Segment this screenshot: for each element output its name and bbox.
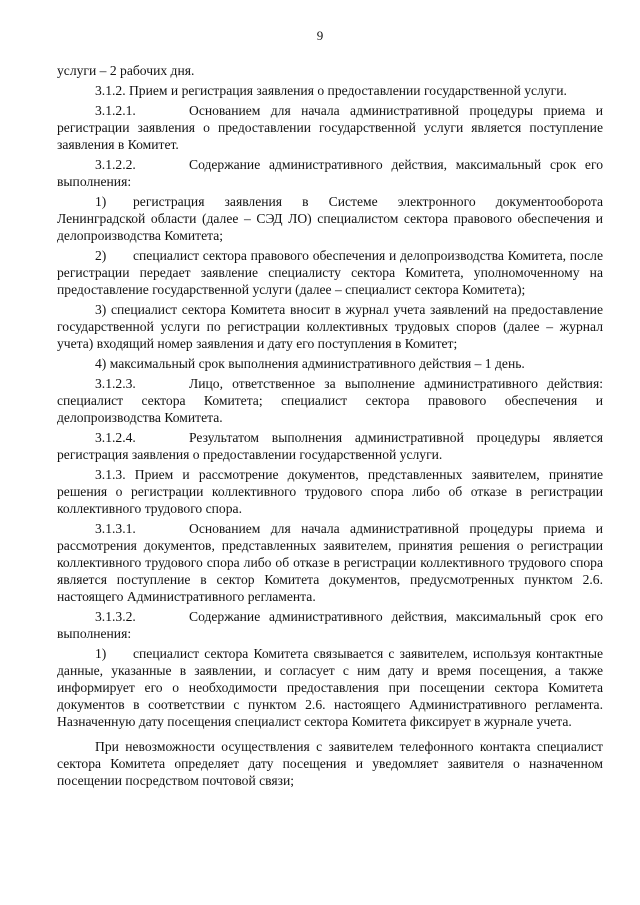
paragraph-text: При невозможности осуществления с заявителем телефонного контакта специалист сектора Комитета определяет дату посещения и уведомляет заявителя о назначенном посещении посредством почтовой связи; [57,739,603,788]
paragraph [57,301,603,352]
paragraph-text: услуги – 2 рабочих дня. [57,63,195,78]
paragraph-text: Содержание административного действия, максимальный срок его выполнения: [57,157,603,189]
page-number: 9 [316,28,324,43]
list-marker: 1) [95,194,107,209]
paragraph [57,62,603,79]
paragraph-text: 3.1.3. Прием и рассмотрение документов, представленных заявителем, принятие решения о регистрации коллективного трудового спора либо об отказе в регистрации коллективного трудового спора. [57,467,603,516]
paragraph [57,102,603,153]
paragraph-text: Результатом выполнения административной процедуры является регистрация заявления о предоставлении государственной услуги. [57,430,603,462]
paragraph-text: регистрация заявления в Системе электронного документооборота Ленинградской области (далее – СЭД ЛО) специалистом сектора правового обеспечения и делопроизводства Комитета; [57,194,603,243]
paragraph-text: 3.1.2. Прием и регистрация заявления о предоставлении государственной услуги. [95,83,567,98]
paragraph-text: Основанием для начала административной процедуры приема и рассмотрения документов, представленных заявителем, принятия решения о регистрации коллективного трудового спора либо об отказе в регистрации коллективного трудового спора является поступление в сектор Комитета документов, предусмотренных пунктом 2.6. настоящего Административного регламента. [57,521,603,604]
paragraph [57,82,603,99]
paragraph-text: 4) максимальный срок выполнения административного действия – 1 день. [95,356,525,371]
paragraph [57,193,603,244]
paragraph-text: специалист сектора Комитета связывается с заявителем, используя контактные данные, указанные в заявлении, и согласует с ним дату и время посещения, а также информирует его о необходимости предоставления при посещении сектора Комитета документов в соответствии с пунктом 2.6. настоящего Административного регламента. Назначенную дату посещения специалист сектора Комитета фиксирует в журнале учета. [57,646,603,729]
paragraph [57,355,603,372]
paragraph [57,466,603,517]
clause-number: 3.1.2.1. [95,103,136,118]
clause-number: 3.1.3.2. [95,609,136,624]
clause-number: 3.1.3.1. [95,521,136,536]
clause-number: 3.1.2.3. [95,376,136,391]
paragraph-text: 3) специалист сектора Комитета вносит в журнал учета заявлений на предоставление государственной услуги по регистрации коллективных трудовых споров (далее – журнал учета) входящий номер заявления и дату его поступления в Комитет; [57,302,603,351]
paragraph-text: Основанием для начала административной процедуры приема и регистрации заявления о предоставлении государственной услуги является поступление заявления в Комитет. [57,103,603,152]
paragraph [57,247,603,298]
paragraph-text: Лицо, ответственное за выполнение административного действия: специалист сектора Комитета; специалист сектора правового обеспечения и делопроизводства Комитета. [57,376,603,425]
paragraph [57,520,603,605]
paragraph [57,429,603,463]
list-marker: 1) [95,646,107,661]
paragraph [57,156,603,190]
clause-number: 3.1.2.2. [95,157,136,172]
paragraph [57,375,603,426]
list-marker: 2) [95,248,107,263]
clause-number: 3.1.2.4. [95,430,136,445]
paragraph-text: специалист сектора правового обеспечения и делопроизводства Комитета, после регистрации передает заявление специалисту сектора Комитета, уполномоченному на предоставление государственной услуги (далее – специалист сектора Комитета); [57,248,603,297]
paragraph [57,645,603,730]
document-body [57,62,603,792]
paragraph [57,738,603,789]
paragraph-text: Содержание административного действия, максимальный срок его выполнения: [57,609,603,641]
paragraph [57,608,603,642]
